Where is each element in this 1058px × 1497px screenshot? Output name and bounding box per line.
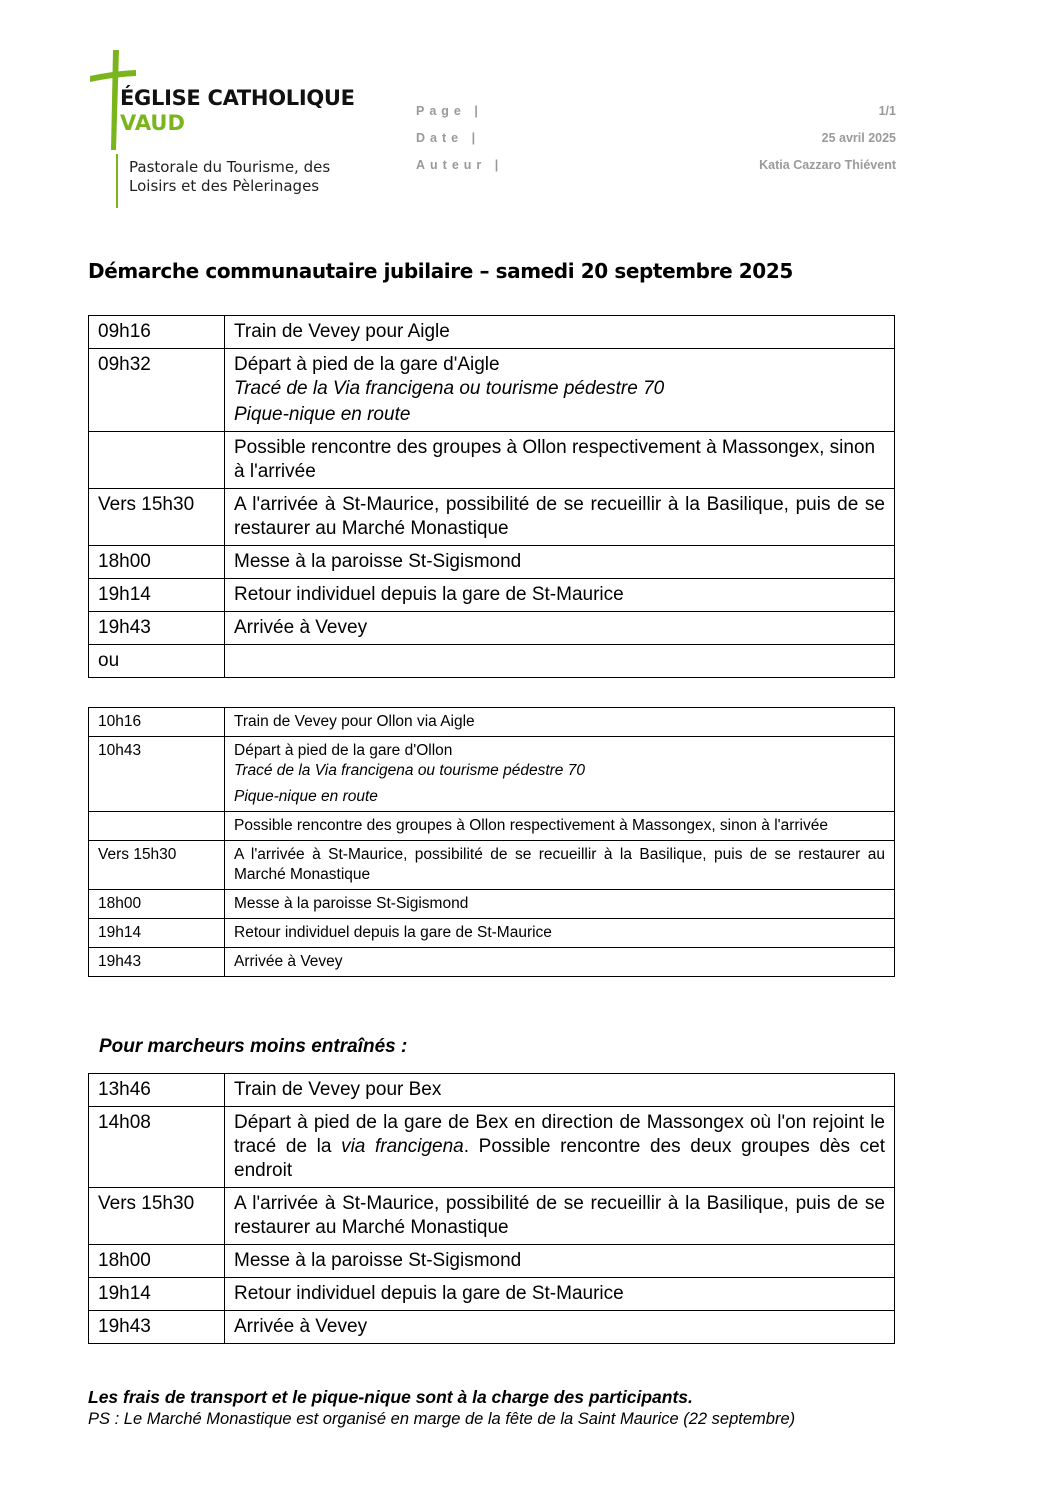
activity-text-italic: via francigena [341,1136,464,1157]
activity-cell: Arrivée à Vevey [225,612,895,645]
activity-text: Départ à pied de la gare d'Aigle [234,354,500,375]
table-row [89,890,895,919]
time-cell: Vers 15h30 [89,489,225,546]
activity-text: Départ à pied de la gare d'Ollon [234,742,453,759]
meta-row-page [416,104,896,131]
table-row [89,546,895,579]
schedule-table-main [88,315,895,678]
document-meta [416,104,896,185]
activity-cell [225,737,895,812]
table-row [89,1278,895,1311]
table-row [89,645,895,678]
activity-cell: Messe à la paroisse St-Sigismond [225,1245,895,1278]
table-row [89,737,895,812]
table-row [89,841,895,890]
activity-cell: A l'arrivée à St-Maurice, possibilité de se recueillir à la Basilique, puis de se restaurer au Marché Monastique [225,841,895,890]
table-row [89,948,895,977]
footer-note-costs: Les frais de transport et le pique-nique sont à la charge des participants. [88,1387,693,1407]
table-row [89,812,895,841]
table-row [89,1245,895,1278]
meta-value-date: 25 avril 2025 [821,131,896,145]
activity-cell: Train de Vevey pour Bex [225,1074,895,1107]
logo-divider [116,154,118,208]
table-row [89,1311,895,1344]
schedule-table-alternative [88,707,895,977]
time-cell [89,432,225,489]
meta-row-author [416,158,896,185]
org-subtitle-line1: Pastorale du Tourisme, des [129,158,331,176]
activity-cell [225,645,895,678]
section-subheading: Pour marcheurs moins entraînés : [99,1036,408,1057]
time-cell: 19h14 [89,579,225,612]
activity-text: . Possible rencontre des deux groupes dès cet endroit [234,1136,886,1181]
time-cell: 09h32 [89,349,225,432]
footer-note-ps: PS : Le Marché Monastique est organisé en marge de la fête de la Saint Maurice (22 septembre) [88,1410,796,1428]
activity-cell: Retour individuel depuis la gare de St-Maurice [225,579,895,612]
time-cell: 18h00 [89,1245,225,1278]
activity-cell: A l'arrivée à St-Maurice, possibilité de se recueillir à la Basilique, puis de se restaurer au Marché Monastique [225,489,895,546]
table-row [89,1107,895,1188]
table-row [89,316,895,349]
activity-note: Tracé de la Via francigena ou tourisme pédestre 70 [234,762,585,779]
meta-row-date [416,131,896,158]
document-title: Démarche communautaire jubilaire – samedi 20 septembre 2025 [88,259,793,283]
org-subtitle-line2: Loisirs et des Pèlerinages [129,177,320,195]
activity-cell: Possible rencontre des groupes à Ollon respectivement à Massongex, sinon à l'arrivée [225,812,895,841]
activity-note: Pique-nique en route [234,788,378,805]
time-cell: Vers 15h30 [89,841,225,890]
table-row [89,489,895,546]
time-cell: 19h43 [89,1311,225,1344]
org-name-line1: ÉGLISE CATHOLIQUE [120,86,355,110]
time-cell: ou [89,645,225,678]
table-row [89,432,895,489]
activity-cell: Train de Vevey pour Aigle [225,316,895,349]
activity-cell: Retour individuel depuis la gare de St-Maurice [225,919,895,948]
activity-cell [225,349,895,432]
time-cell: 10h16 [89,708,225,737]
org-name-line2: VAUD [120,111,185,135]
time-cell [89,812,225,841]
table-row [89,708,895,737]
activity-note: Pique-nique en route [234,404,411,425]
time-cell: 13h46 [89,1074,225,1107]
time-cell: Vers 15h30 [89,1188,225,1245]
activity-cell: Arrivée à Vevey [225,1311,895,1344]
activity-cell: A l'arrivée à St-Maurice, possibilité de se recueillir à la Basilique, puis de se restaurer au Marché Monastique [225,1188,895,1245]
time-cell: 18h00 [89,546,225,579]
activity-cell: Train de Vevey pour Ollon via Aigle [225,708,895,737]
activity-cell: Messe à la paroisse St-Sigismond [225,546,895,579]
table-row [89,919,895,948]
activity-cell: Retour individuel depuis la gare de St-Maurice [225,1278,895,1311]
time-cell: 19h43 [89,612,225,645]
time-cell: 19h14 [89,1278,225,1311]
meta-value-author: Katia Cazzaro Thiévent [759,158,896,172]
time-cell: 19h43 [89,948,225,977]
table-row [89,349,895,432]
meta-label-page: Page | [416,104,483,118]
meta-value-page: 1/1 [878,104,896,118]
activity-cell [225,1107,895,1188]
activity-cell: Arrivée à Vevey [225,948,895,977]
table-row [89,612,895,645]
org-subtitle [129,158,330,196]
table-row [89,1188,895,1245]
activity-cell: Possible rencontre des groupes à Ollon respectivement à Massongex, sinon à l'arrivée [225,432,895,489]
activity-note: Tracé de la Via francigena ou tourisme pédestre 70 [234,378,665,399]
time-cell: 19h14 [89,919,225,948]
time-cell: 10h43 [89,737,225,812]
meta-label-date: Date | [416,131,481,145]
meta-label-author: Auteur | [416,158,504,172]
activity-cell: Messe à la paroisse St-Sigismond [225,890,895,919]
time-cell: 09h16 [89,316,225,349]
table-row [89,579,895,612]
schedule-table-easy [88,1073,895,1344]
time-cell: 14h08 [89,1107,225,1188]
activity-text: Départ à pied de la gare de Bex en direction de Massongex où l'on rejoint le tracé de la [234,1112,885,1157]
table-row [89,1074,895,1107]
organization-logo [86,46,366,216]
time-cell: 18h00 [89,890,225,919]
